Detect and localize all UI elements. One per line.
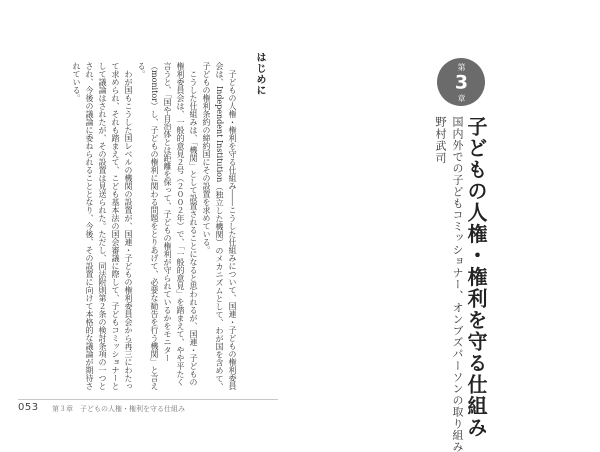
running-head: 第３章 子どもの人権・権利を守る仕組み xyxy=(52,405,185,413)
chapter-number-badge xyxy=(437,58,485,106)
chapter-subtitle: 国内外での子どもコミッショナー、オンブズパーソンの取り組み xyxy=(451,116,464,452)
body-paragraph: こうした仕組みは、「機関」として設置されることになると思われるが、国連・子どもの権利委員会は、一般的意見２号（２００２年）で、「一般的意見」を踏まえて、やや平たく言うと、「国や自治体とは距離を保って、子どもの権利が守られているかをモニター（monitor）し、子どもの権利に関わる問題をとりあげて、必要な勧告を行う機関」と言える。 xyxy=(137,62,198,390)
body-paragraph: 子どもの人権・権利を守る仕組み――こうした仕組みについて、国連・子どもの権利委員会は、Independent Institution（独立した機関）のメカニズムとして、わが国を含めて、子どもの権利条約の締約国にその設置を求めている。 xyxy=(202,62,237,391)
chapter-author: 野村武司 xyxy=(434,116,447,164)
section-heading: はじめに xyxy=(254,52,265,96)
chapter-number: 3 xyxy=(454,72,469,92)
footer-divider xyxy=(18,399,278,400)
chapter-badge-suffix: 章 xyxy=(457,93,466,102)
body-paragraph: わが国もこうした国レベルの機関の設置が、国連・子どもの権利委員会から再三にわたって求められ、それも踏まえて、こども基本法の国会審議に際して、子どもコミッショナーとして議論はされたが、その設置は見送られた。ただし、同法附則第２条の検討条項の一つとされ、今後の議論に委ねられることとなり、今後、その設置に向けて本格的な議論が期待されている。 xyxy=(72,62,133,390)
page-number: 053 xyxy=(18,402,39,413)
chapter-title: 子どもの人権・権利を守る仕組み xyxy=(464,116,488,439)
body-text xyxy=(60,62,239,392)
chapter-badge-prefix: 第 xyxy=(457,62,466,71)
